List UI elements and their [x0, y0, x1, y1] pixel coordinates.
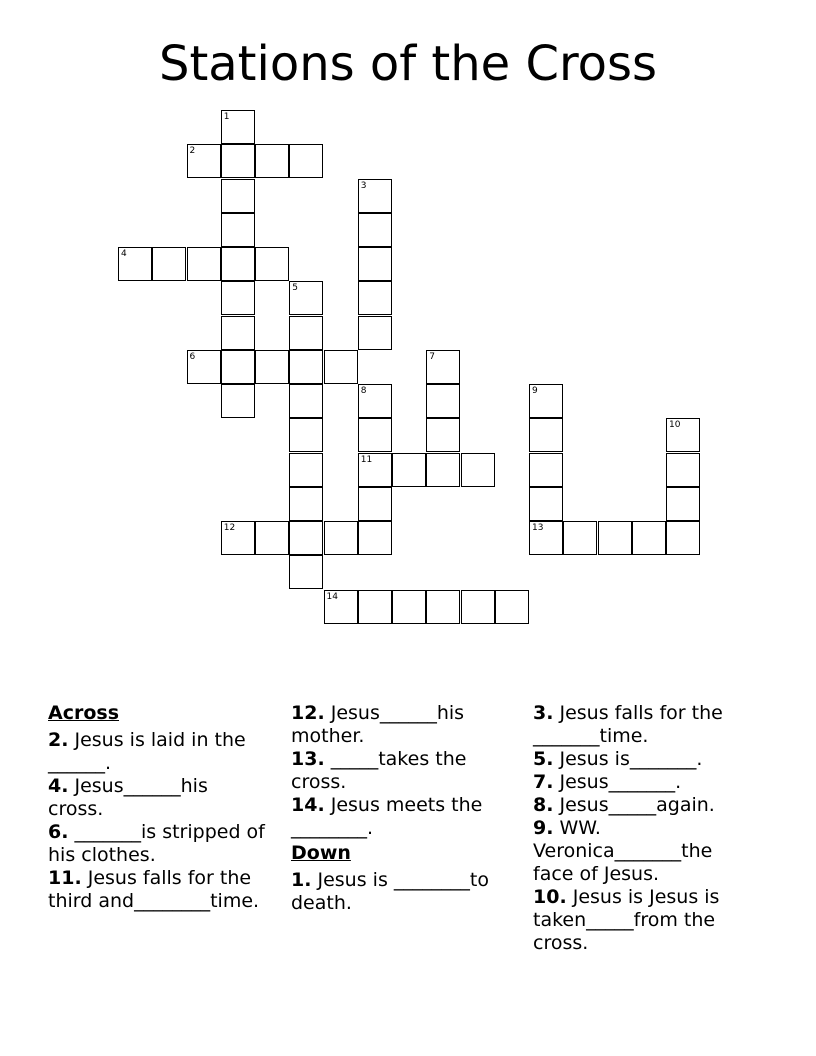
- grid-cell[interactable]: [221, 281, 255, 315]
- grid-cell[interactable]: [289, 281, 323, 315]
- grid-cell[interactable]: [529, 384, 563, 418]
- grid-cell[interactable]: [495, 590, 529, 624]
- clue-text: Jesus_______.: [553, 771, 682, 793]
- grid-cell[interactable]: [358, 384, 392, 418]
- grid-cell[interactable]: [289, 521, 323, 555]
- grid-cell[interactable]: [255, 247, 289, 281]
- grid-cell[interactable]: [289, 453, 323, 487]
- grid-cell[interactable]: [529, 521, 563, 555]
- clue-item: [291, 748, 511, 794]
- clue-text: Jesus is laid in the ______.: [48, 729, 246, 774]
- clue-column-3: [533, 702, 753, 955]
- clue-number: 12: [223, 523, 236, 533]
- grid-cell[interactable]: [426, 453, 460, 487]
- clue-item: [533, 748, 753, 771]
- clue-text: _______is stripped of his clothes.: [48, 821, 265, 866]
- grid-cell[interactable]: [289, 555, 323, 589]
- grid-cell[interactable]: [529, 487, 563, 521]
- clue-number: 4: [121, 249, 127, 259]
- clue-number-label: 2.: [48, 729, 69, 751]
- grid-cell[interactable]: [461, 453, 495, 487]
- clue-item: [291, 794, 511, 840]
- grid-cell[interactable]: [187, 247, 221, 281]
- grid-cell[interactable]: [666, 453, 700, 487]
- clue-number-label: 4.: [48, 775, 69, 797]
- grid-cell[interactable]: [255, 350, 289, 384]
- clue-number: 13: [532, 523, 544, 533]
- grid-cell[interactable]: [598, 521, 632, 555]
- grid-cell[interactable]: [358, 521, 392, 555]
- clue-text: Jesus falls for the third and________time.: [48, 867, 260, 912]
- grid-cell[interactable]: [426, 350, 460, 384]
- clue-text: Jesus is_______.: [553, 748, 703, 770]
- clue-number-label: 11.: [48, 867, 82, 889]
- grid-cell[interactable]: [358, 453, 392, 487]
- grid-cell[interactable]: [666, 521, 700, 555]
- clue-number: 14: [326, 591, 338, 602]
- grid-cell[interactable]: [632, 521, 666, 555]
- clue-text: WW. Veronica_______the face of Jesus.: [533, 817, 713, 885]
- clue-number-label: 14.: [291, 794, 325, 816]
- grid-cell[interactable]: [187, 144, 221, 178]
- grid-cell[interactable]: [221, 144, 255, 178]
- clue-item: [291, 702, 511, 748]
- grid-cell[interactable]: [324, 521, 358, 555]
- clue-text: Jesus meets the ________.: [291, 794, 483, 839]
- grid-cell[interactable]: [666, 487, 700, 521]
- grid-cell[interactable]: [255, 144, 289, 178]
- grid-cell[interactable]: [221, 521, 255, 555]
- grid-cell[interactable]: [152, 247, 186, 281]
- clue-number: 8: [360, 386, 367, 396]
- grid-cell[interactable]: [392, 590, 426, 624]
- grid-cell[interactable]: [358, 316, 392, 350]
- grid-cell[interactable]: [289, 418, 323, 452]
- grid-cell[interactable]: [324, 350, 358, 384]
- clue-number: 9: [532, 386, 538, 396]
- grid-cell[interactable]: [187, 350, 221, 384]
- grid-cell[interactable]: [221, 247, 255, 281]
- clue-item: [533, 794, 753, 817]
- grid-cell[interactable]: [358, 418, 392, 452]
- grid-cell[interactable]: [529, 453, 563, 487]
- grid-cell[interactable]: [358, 179, 392, 213]
- clue-number: 11: [360, 454, 373, 465]
- clue-number: 1: [223, 112, 230, 122]
- clue-number-label: 6.: [48, 821, 69, 843]
- grid-cell[interactable]: [563, 521, 597, 555]
- grid-cell[interactable]: [358, 281, 392, 315]
- clue-item: [533, 817, 753, 886]
- grid-cell[interactable]: [358, 247, 392, 281]
- grid-cell[interactable]: [426, 384, 460, 418]
- clue-number-label: 7.: [533, 771, 554, 793]
- grid-cell[interactable]: [221, 384, 255, 418]
- grid-cell[interactable]: [426, 590, 460, 624]
- clue-number-label: 8.: [533, 794, 554, 816]
- clue-item: [48, 775, 268, 821]
- grid-cell[interactable]: [221, 316, 255, 350]
- grid-cell[interactable]: [289, 384, 323, 418]
- grid-cell[interactable]: [358, 590, 392, 624]
- clue-text: Jesus______his mother.: [291, 702, 465, 747]
- clue-item: [533, 702, 753, 748]
- grid-cell[interactable]: [289, 316, 323, 350]
- clue-item: [48, 867, 268, 913]
- clue-number-label: 10.: [533, 886, 567, 908]
- page-title: Stations of the Cross: [158, 36, 658, 92]
- clue-number: 7: [429, 351, 435, 362]
- clue-item: [48, 729, 268, 775]
- grid-cell[interactable]: [289, 487, 323, 521]
- clue-number-label: 12.: [291, 702, 325, 724]
- clue-column-1: [48, 702, 268, 913]
- grid-cell[interactable]: [221, 213, 255, 247]
- grid-cell[interactable]: [358, 213, 392, 247]
- grid-cell[interactable]: [666, 418, 700, 452]
- grid-cell[interactable]: [324, 590, 358, 624]
- clue-number: 2: [189, 146, 196, 157]
- clue-item: [291, 869, 511, 915]
- grid-cell[interactable]: [118, 247, 152, 281]
- grid-cell[interactable]: [461, 590, 495, 624]
- clue-text: Jesus is Jesus is taken_____from the cross.: [533, 886, 720, 954]
- grid-cell[interactable]: [221, 110, 255, 144]
- clue-text: Jesus falls for the _______time.: [533, 702, 723, 747]
- clue-number: 6: [189, 351, 196, 362]
- clue-column-2: [291, 702, 511, 915]
- grid-cell[interactable]: [289, 144, 323, 178]
- grid-cell[interactable]: [392, 453, 426, 487]
- clue-number: 10: [669, 420, 681, 431]
- clue-text: _____takes the cross.: [291, 748, 467, 793]
- clue-item: [533, 771, 753, 794]
- down-heading: Down: [291, 842, 351, 864]
- clue-number-label: 3.: [533, 702, 554, 724]
- clue-text: Jesus_____again.: [553, 794, 715, 816]
- clue-number: 5: [292, 283, 298, 294]
- grid-cell[interactable]: [529, 418, 563, 452]
- clue-item: [48, 821, 268, 867]
- clue-text: Jesus______his cross.: [48, 775, 208, 820]
- grid-cell[interactable]: [255, 521, 289, 555]
- clue-text: Jesus is ________to death.: [291, 869, 489, 914]
- grid-cell[interactable]: [221, 179, 255, 213]
- clue-number-label: 1.: [291, 869, 312, 891]
- clue-number-label: 9.: [533, 817, 554, 839]
- grid-cell[interactable]: [221, 350, 255, 384]
- across-heading: Across: [48, 702, 120, 724]
- grid-cell[interactable]: [289, 350, 323, 384]
- grid-cell[interactable]: [358, 487, 392, 521]
- clue-number-label: 13.: [291, 748, 325, 770]
- grid-cell[interactable]: [426, 418, 460, 452]
- clue-item: [533, 886, 753, 955]
- clue-number-label: 5.: [533, 748, 554, 770]
- clue-number: 3: [360, 180, 367, 191]
